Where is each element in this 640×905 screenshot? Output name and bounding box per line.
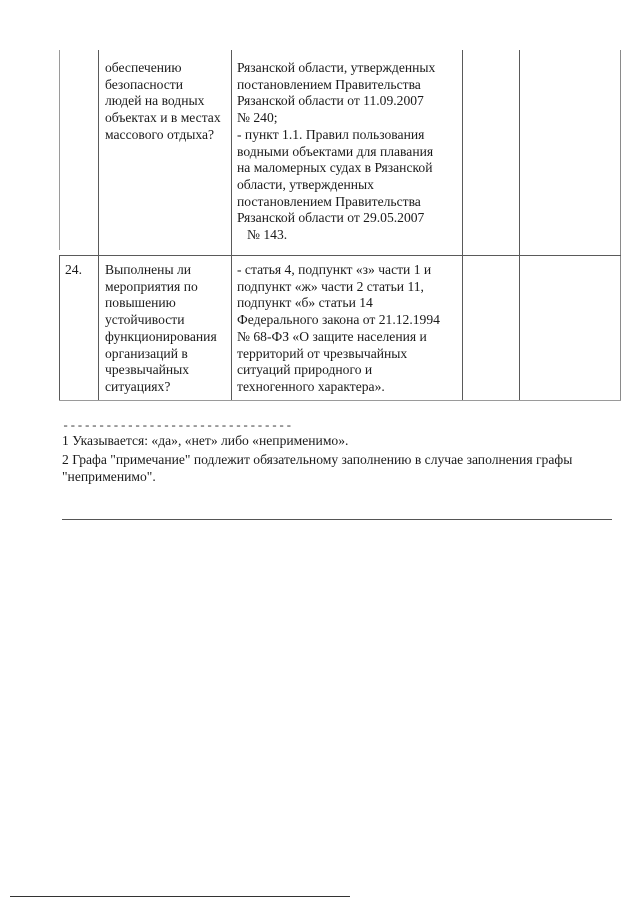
- reference-line: техногенного характера».: [237, 378, 385, 394]
- question-line: организаций в: [105, 345, 188, 361]
- question-line: чрезвычайных: [105, 362, 190, 378]
- table-border-bottom: [59, 400, 621, 401]
- table-border-left-row24: [59, 255, 60, 400]
- question-line: массового отдыха?: [105, 126, 215, 142]
- question-line: обеспечению: [105, 60, 182, 75]
- question-line: функционирования: [105, 328, 217, 344]
- horizontal-rule: [62, 519, 612, 520]
- question-cell-continued: [105, 60, 221, 144]
- footnote-2-line-1: 2 Графа "примечание" подлежит обязательному заполнению в случае заполнения графы: [62, 452, 573, 467]
- column-divider-2: [231, 50, 232, 400]
- footnote-2-line-2: "неприменимо".: [62, 469, 156, 484]
- question-line: Выполнены ли: [105, 262, 192, 277]
- reference-line: № 68-ФЗ «О защите населения и: [237, 328, 427, 344]
- reference-line: - статья 4, подпункт «з» части 1 и: [237, 262, 432, 277]
- reference-line: области, утвержденных: [237, 176, 374, 192]
- row-number: 24.: [65, 262, 82, 277]
- reference-line: постановлением Правительства: [237, 193, 421, 209]
- reference-cell-continued: [237, 60, 435, 244]
- question-cell: [105, 262, 217, 396]
- reference-line: территорий от чрезвычайных: [237, 345, 408, 361]
- column-divider-3: [462, 50, 463, 400]
- reference-line: № 143.: [247, 227, 288, 243]
- reference-line: Рязанской области, утвержденных: [237, 60, 436, 75]
- page-bottom-rule: [10, 896, 350, 897]
- footnote-separator: --------------------------------: [62, 419, 293, 433]
- question-line: мероприятия по: [105, 278, 198, 294]
- question-line: людей на водных: [105, 93, 205, 109]
- question-line: устойчивости: [105, 312, 185, 328]
- column-divider-1: [98, 50, 99, 400]
- row-divider: [59, 255, 621, 256]
- footnote-1: 1 Указывается: «да», «нет» либо «неприменимо».: [62, 433, 349, 448]
- table-border-left: [59, 50, 60, 250]
- reference-line: № 240;: [237, 110, 278, 126]
- reference-line: - пункт 1.1. Правил пользования: [237, 126, 425, 142]
- question-line: объектах и в местах: [105, 110, 221, 126]
- table-border-right: [620, 50, 621, 400]
- reference-line: Рязанской области от 29.05.2007: [237, 210, 425, 226]
- question-line: повышению: [105, 295, 176, 311]
- reference-line: ситуаций природного и: [237, 362, 373, 378]
- reference-line: подпункт «б» статьи 14: [237, 295, 373, 311]
- reference-line: подпункт «ж» части 2 статьи 11,: [237, 278, 424, 294]
- checklist-table: [58, 50, 624, 402]
- question-line: ситуациях?: [105, 378, 171, 394]
- question-line: безопасности: [105, 76, 184, 92]
- reference-cell: [237, 262, 440, 396]
- reference-line: на маломерных судах в Рязанской: [237, 160, 433, 176]
- reference-line: постановлением Правительства: [237, 76, 421, 92]
- reference-line: Федерального закона от 21.12.1994: [237, 312, 440, 328]
- column-divider-4: [519, 50, 520, 400]
- reference-line: водными объектами для плавания: [237, 143, 434, 159]
- reference-line: Рязанской области от 11.09.2007: [237, 93, 424, 109]
